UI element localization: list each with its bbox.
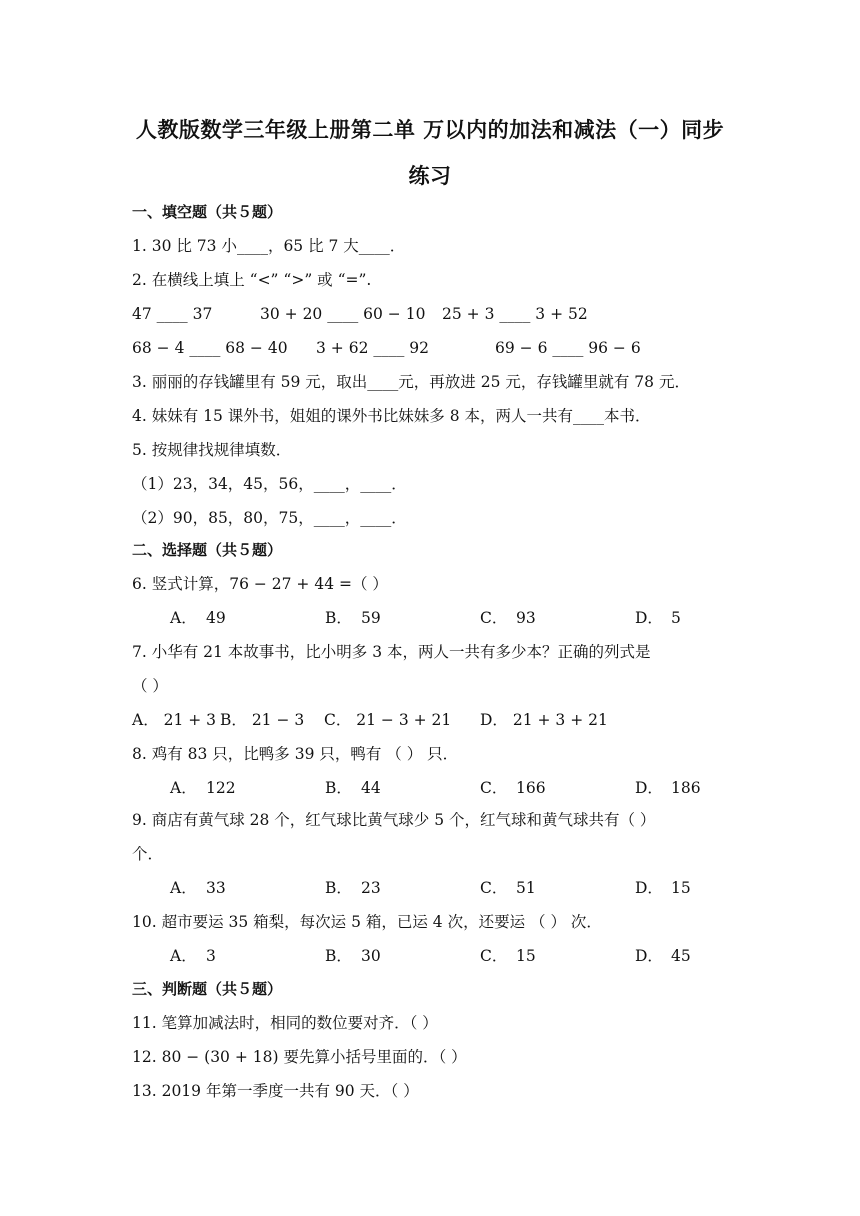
- option-a: A． 21 + 3: [132, 711, 217, 729]
- comparison-item: 69 − 6 ____ 96 − 6: [495, 339, 641, 357]
- section-heading-fill: 一、填空题（共５题）: [132, 203, 283, 221]
- question-5-part-1: （1）23，34，45，56，____，____．: [132, 475, 407, 493]
- option-c: C． 15: [480, 947, 536, 965]
- comparison-item: 25 + 3 ____ 3 + 52: [442, 305, 588, 323]
- question-5-part-2: （2）90，85，80，75，____，____．: [132, 509, 407, 527]
- question-6-options: [170, 608, 730, 628]
- question-10-options: [170, 946, 730, 966]
- question-5: 5. 按规律找规律填数．: [132, 441, 292, 459]
- question-9-line-2: 个．: [132, 845, 164, 863]
- option-b: B． 44: [325, 779, 381, 797]
- question-7-options: [132, 710, 732, 730]
- comparison-item: 3 + 62 ____ 92: [316, 339, 430, 357]
- option-a: A． 49: [170, 609, 226, 627]
- question-9-line-1: 9. 商店有黄气球 28 个，红气球比黄气球少 5 个，红气球和黄气球共有（ ）: [132, 811, 656, 829]
- option-d: D． 186: [635, 779, 701, 797]
- option-c: C． 166: [480, 779, 546, 797]
- option-b: B． 30: [325, 947, 381, 965]
- option-d: D． 5: [635, 609, 681, 627]
- question-7-line-2: （ ）: [132, 677, 168, 695]
- option-c: C． 51: [480, 879, 536, 897]
- question-3: 3. 丽丽的存钱罐里有 59 元，取出____元，再放进 25 元，存钱罐里就有 78 元．: [132, 373, 690, 391]
- page-title-line-1: 人教版数学三年级上册第二单 万以内的加法和减法（一）同步: [135, 118, 725, 142]
- question-2-row-2: [132, 338, 732, 358]
- question-13: 13. 2019 年第一季度一共有 90 天．（ ）: [132, 1082, 419, 1100]
- option-a: A． 3: [170, 947, 216, 965]
- option-c: C． 21 − 3 + 21: [324, 711, 452, 729]
- question-2-row-1: [132, 304, 732, 324]
- question-2: 2. 在横线上填上 “<” “>” 或 “=”.: [132, 271, 372, 289]
- question-11: 11. 笔算加减法时，相同的数位要对齐．（ ）: [132, 1014, 438, 1032]
- question-9-options: [170, 878, 730, 898]
- comparison-item: 47 ____ 37: [132, 305, 213, 323]
- question-8-options: [170, 778, 730, 798]
- comparison-item: 68 − 4 ____ 68 − 40: [132, 339, 288, 357]
- page-title-line-2: 练习: [408, 164, 452, 188]
- question-8: 8. 鸡有 83 只，比鸭多 39 只，鸭有 （ ） 只．: [132, 745, 459, 763]
- option-a: A． 122: [170, 779, 236, 797]
- option-d: D． 21 + 3 + 21: [480, 711, 608, 729]
- option-d: D． 45: [635, 947, 691, 965]
- option-a: A． 33: [170, 879, 226, 897]
- option-d: D． 15: [635, 879, 691, 897]
- option-b: B． 59: [325, 609, 381, 627]
- question-10: 10. 超市要运 35 箱梨，每次运 5 箱，已运 4 次，还要运 （ ） 次．: [132, 913, 602, 931]
- option-c: C． 93: [480, 609, 536, 627]
- question-6: 6. 竖式计算，76 − 27 + 44 =（ ）: [132, 575, 388, 593]
- question-12: 12. 80 − (30 + 18) 要先算小括号里面的．（ ）: [132, 1048, 467, 1066]
- option-b: B． 21 − 3: [220, 711, 305, 729]
- question-4: 4. 妹妹有 15 课外书，姐姐的课外书比妹妹多 8 本，两人一共有____本书．: [132, 407, 651, 425]
- section-heading-choice: 二、选择题（共５题）: [132, 541, 283, 559]
- option-b: B． 23: [325, 879, 381, 897]
- question-1: 1. 30 比 73 小____，65 比 7 大____．: [132, 237, 406, 255]
- section-heading-judge: 三、判断题（共５题）: [132, 980, 283, 998]
- comparison-item: 30 + 20 ____ 60 − 10: [260, 305, 426, 323]
- question-7-line-1: 7. 小华有 21 本故事书，比小明多 3 本，两人一共有多少本？正确的列式是: [132, 643, 651, 661]
